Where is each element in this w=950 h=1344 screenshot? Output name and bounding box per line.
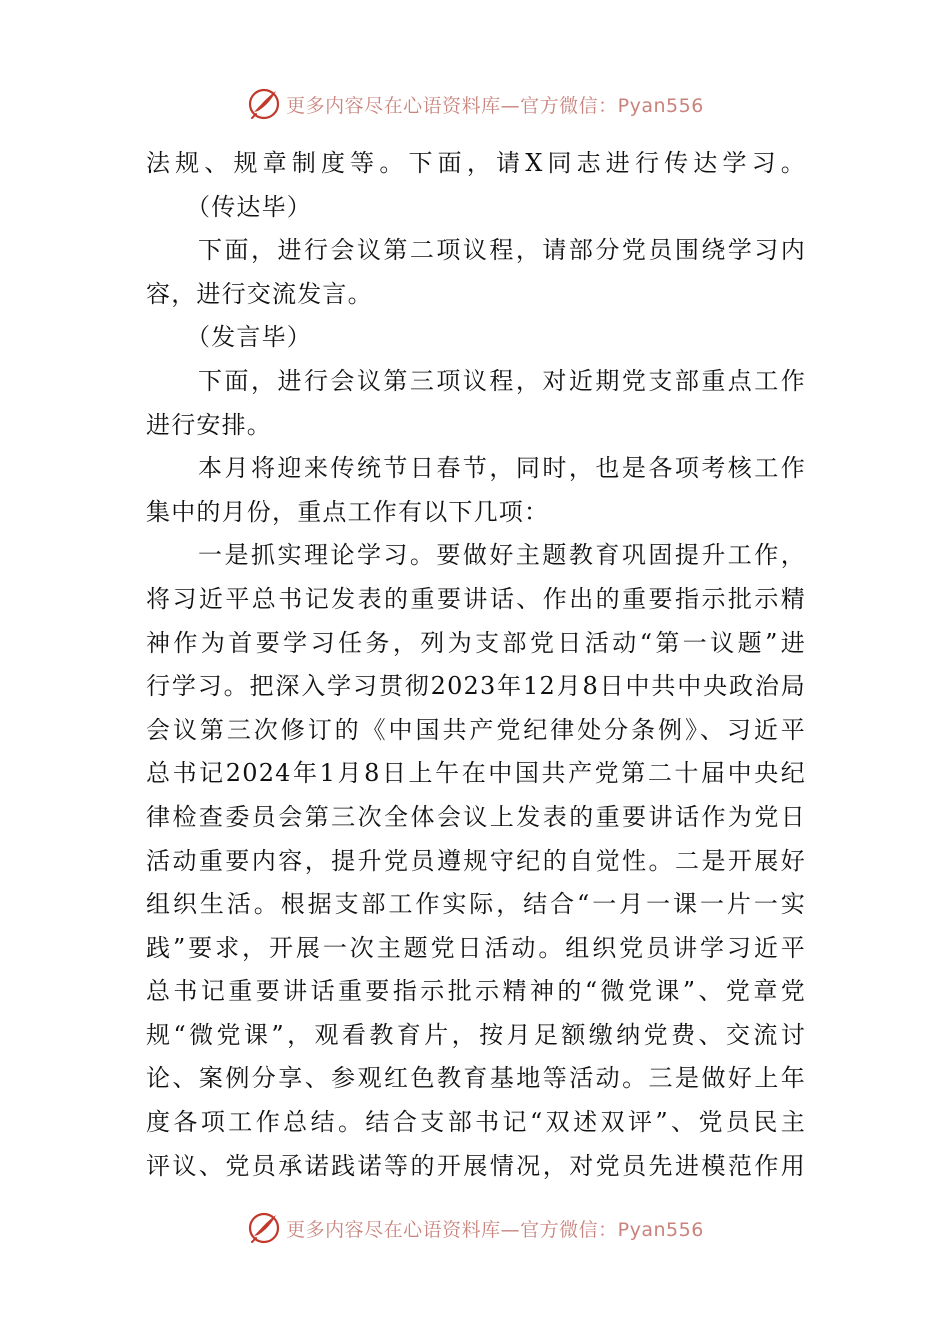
body-line: 神作为首要学习任务，列为支部党日活动“第一议题”进	[146, 628, 806, 657]
body-line: 下面，进行会议第三项议程，对近期党支部重点工作	[198, 366, 806, 395]
body-line: 容，进行交流发言。	[146, 279, 373, 308]
body-line: 评议、党员承诺践诺等的开展情况，对党员先进模范作用	[146, 1151, 806, 1180]
body-line: （传达毕）	[186, 192, 312, 221]
quill-pen-circle-logo-icon	[246, 86, 282, 122]
body-line: 法规、规章制度等。下面，请X同志进行传达学习。	[146, 149, 806, 177]
body-line: 进行安排。	[146, 410, 272, 439]
body-line: 集中的月份，重点工作有以下几项：	[146, 497, 550, 526]
body-line: 度各项工作总结。结合支部书记“双述双评”、党员民主	[146, 1108, 806, 1137]
watermark-text: 更多内容尽在心语资料库—官方微信：Pyan556	[286, 1218, 704, 1241]
body-line: 行学习。把深入学习贯彻2023年12月8日中共中央政治局	[146, 672, 806, 701]
body-line: 践”要求，开展一次主题党日活动。组织党员讲学习近平	[146, 933, 806, 962]
quill-pen-circle-logo-icon	[246, 1210, 282, 1246]
body-line: 总书记2024年1月8日上午在中国共产党第二十届中央纪	[146, 759, 806, 788]
document-body	[146, 142, 806, 1188]
body-line: 会议第三次修订的《中国共产党纪律处分条例》、习近平	[146, 715, 806, 744]
header-watermark	[0, 84, 950, 124]
body-line: 规“微党课”，观看教育片，按月足额缴纳党费、交流讨	[146, 1020, 806, 1049]
body-line: 将习近平总书记发表的重要讲话、作出的重要指示批示精	[146, 584, 806, 613]
body-line: 总书记重要讲话重要指示批示精神的“微党课”、党章党	[146, 977, 806, 1006]
body-line: 本月将迎来传统节日春节，同时，也是各项考核工作	[198, 454, 806, 483]
body-line: （发言毕）	[186, 323, 312, 352]
body-line: 一是抓实理论学习。要做好主题教育巩固提升工作，	[198, 541, 806, 570]
body-line: 下面，进行会议第二项议程，请部分党员围绕学习内	[198, 236, 806, 265]
body-line: 活动重要内容，提升党员遵规守纪的自觉性。二是开展好	[146, 846, 806, 875]
watermark-text: 更多内容尽在心语资料库—官方微信：Pyan556	[286, 94, 704, 117]
body-line: 律检查委员会第三次全体会议上发表的重要讲话作为党日	[146, 802, 806, 831]
body-line: 论、案例分享、参观红色教育基地等活动。三是做好上年	[146, 1064, 806, 1093]
footer-watermark	[0, 1208, 950, 1248]
body-line: 组织生活。根据支部工作实际，结合“一月一课一片一实	[146, 890, 806, 919]
